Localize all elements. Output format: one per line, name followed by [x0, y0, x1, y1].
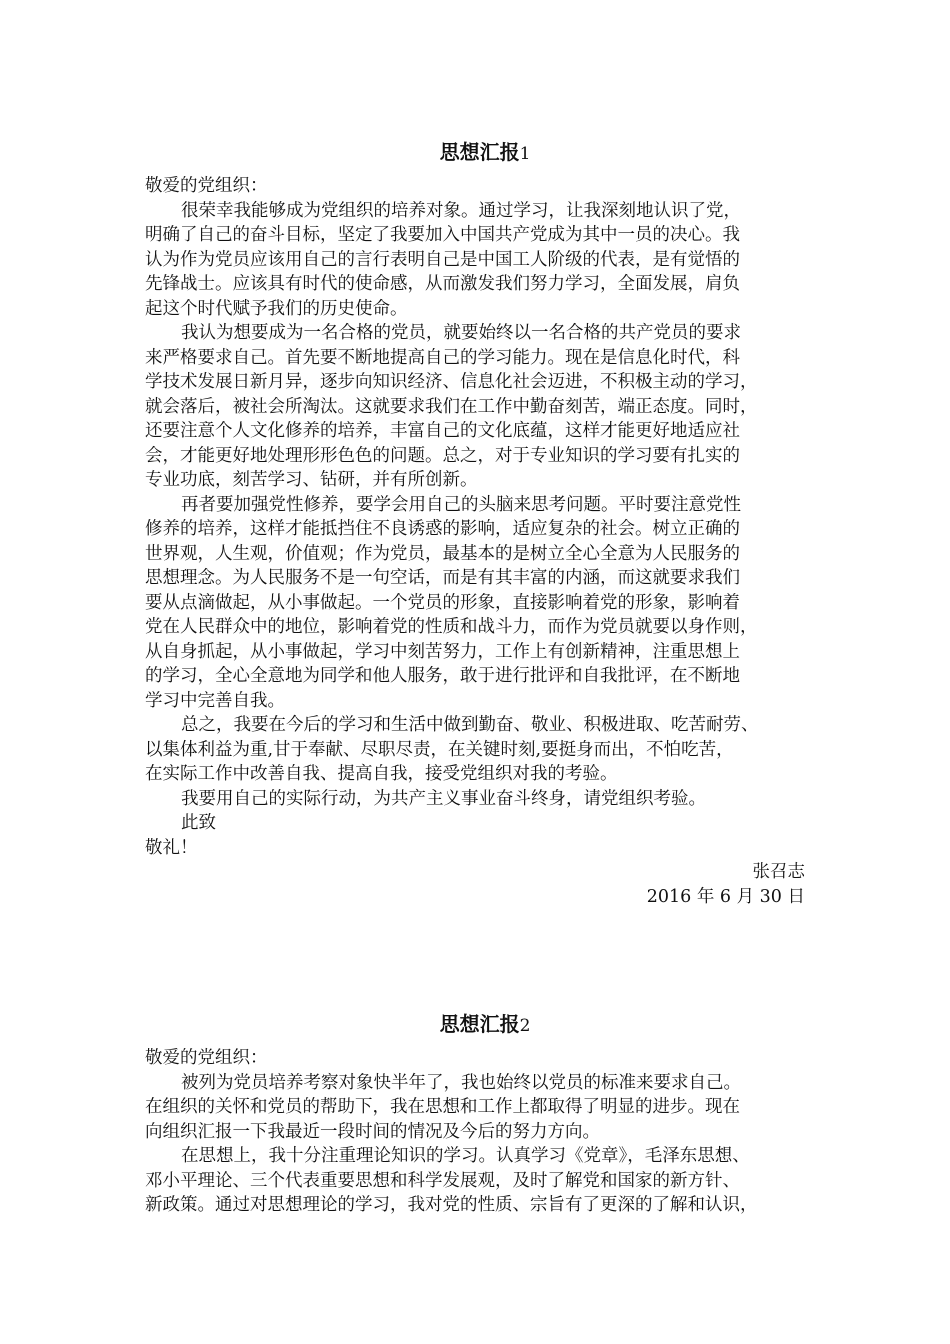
report-section [145, 1010, 825, 1218]
body-line: 学习中完善自我。 [145, 690, 285, 711]
body-line: 要从点滴做起，从小事做起。一个党员的形象，直接影响着党的形象，影响着 [145, 592, 740, 613]
body-line: 思想理念。为人民服务不是一句空话，而是有其丰富的内涵，而这就要求我们 [145, 568, 740, 588]
body-line: 党在人民群众中的地位，影响着党的性质和战斗力，而作为党员就要以身作则， [145, 617, 758, 637]
report-title [145, 138, 825, 166]
body-line: 明确了自己的奋斗目标，坚定了我要加入中国共产党成为其中一员的决心。我 [145, 225, 740, 245]
body-line: 此致 [181, 813, 216, 833]
report-title-text: 思想汇报 [439, 140, 520, 164]
body-line: 很荣幸我能够成为党组织的培养对象。通过学习，让我深刻地认识了党， [181, 200, 741, 221]
report-title-number: 1 [519, 144, 531, 164]
body-line: 先锋战士。应该具有时代的使命感，从而激发我们努力学习，全面发展，肩负 [145, 274, 740, 294]
body-line: 起这个时代赋予我们的历史使命。 [145, 298, 408, 319]
body-line: 修养的培养，这样才能抵挡住不良诱惑的影响，适应复杂的社会。树立正确的 [145, 519, 740, 539]
body-line: 专业功底，刻苦学习、钻研，并有所创新。 [145, 470, 478, 490]
salutation: 敬爱的党组织： [145, 176, 268, 196]
report-title-text: 思想汇报 [439, 1012, 520, 1036]
body-line: 在思想上，我十分注重理论知识的学习。认真学习《党章》，毛泽东思想、 [181, 1146, 750, 1166]
body-line: 认为作为党员应该用自己的言行表明自己是中国工人阶级的代表，是有觉悟的 [145, 249, 740, 270]
report-title-number: 2 [519, 1016, 531, 1036]
report-body [145, 1071, 825, 1218]
closing-salute: 敬礼！ [145, 837, 198, 858]
body-line: 来严格要求自己。首先要不断地提高自己的学习能力。现在是信息化时代，科 [145, 347, 740, 368]
body-line: 总之，我要在今后的学习和生活中做到勤奋、敬业、积极进取、吃苦耐劳、 [181, 715, 759, 735]
body-line: 我认为想要成为一名合格的党员，就要始终以一名合格的共产党员的要求 [181, 323, 741, 343]
report-section [145, 138, 825, 909]
body-line: 还要注意个人文化修养的培养，丰富自己的文化底蕴，这样才能更好地适应社 [145, 421, 740, 441]
body-line: 邓小平理论、三个代表重要思想和科学发展观，及时了解党和国家的新方针、 [145, 1170, 740, 1191]
body-line: 会，才能更好地处理形形色色的问题。总之，对于专业知识的学习要有扎实的 [145, 445, 740, 466]
body-line: 就会落后，被社会所淘汰。这就要求我们在工作中勤奋刻苦，端正态度。同时， [145, 396, 758, 417]
signature: 张召志 [752, 862, 805, 882]
salutation: 敬爱的党组织： [145, 1048, 268, 1068]
body-line: 从自身抓起，从小事做起，学习中刻苦努力，工作上有创新精神，注重思想上 [145, 641, 740, 662]
report-date: 2016 年 6 月 30 日 [646, 886, 805, 907]
report-body [145, 199, 825, 836]
body-line: 在实际工作中改善自我、提高自我，接受党组织对我的考验。 [145, 764, 618, 784]
body-line: 向组织汇报一下我最近一段时间的情况及今后的努力方向。 [145, 1121, 600, 1142]
body-line: 再者要加强党性修养，要学会用自己的头脑来思考问题。平时要注意党性 [181, 494, 741, 515]
body-line: 以集体利益为重,甘于奉献、尽职尽责，在关键时刻,要挺身而出，不怕吃苦， [145, 739, 734, 760]
body-line: 新政策。通过对思想理论的学习，我对党的性质、宗旨有了更深的了解和认识， [145, 1195, 758, 1215]
body-line: 学技术发展日新月异，逐步向知识经济、信息化社会迈进，不积极主动的学习， [145, 372, 758, 392]
body-line: 世界观，人生观，价值观；作为党员，最基本的是树立全心全意为人民服务的 [145, 543, 740, 564]
body-line: 被列为党员培养考察对象快半年了，我也始终以党员的标准来要求自己。 [181, 1072, 741, 1093]
body-line: 在组织的关怀和党员的帮助下，我在思想和工作上都取得了明显的进步。现在 [145, 1097, 740, 1117]
body-line: 我要用自己的实际行动，为共产主义事业奋斗终身，请党组织考验。 [181, 788, 706, 809]
report-title [145, 1010, 825, 1038]
body-line: 的学习，全心全意地为同学和他人服务，敢于进行批评和自我批评，在不断地 [145, 666, 740, 686]
